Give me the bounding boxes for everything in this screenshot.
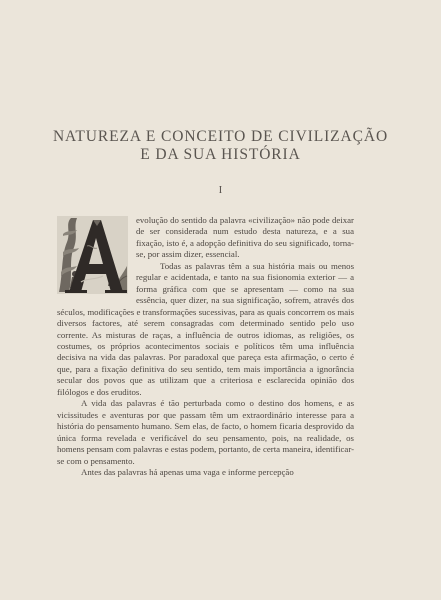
paragraph-2: Todas as palavras têm a sua história mais ou menos regular e acidentada, e tanto na sua fisionomia exterior — a forma gráfica com que se apresentam — como na sua essência, quer dizer, na sua significação, sofrem, através dos séculos, modificações e transformações sucessivas, para as quais concorrem os mais diversos factores, até serem consagradas com determinado sentido pelo uso corrente. As misturas de raças, a influência de outros idiomas, as religiões, os costumes, os próprios acontecimentos sociais e políticos têm uma influência decisiva na vida das palavras. Por paradoxal que pareça esta afirmação, o certo é que, para a fixação definitiva do seu sentido, tem mais importância a ignorância secular dos povos que as utilizam que a criteriosa e esclarecida opinião dos filólogos e dos eruditos. (57, 260, 354, 397)
chapter-title-line-2: E DA SUA HISTÓRIA (140, 146, 301, 163)
paragraph-4: Antes das palavras há apenas uma vaga e informe percepção (81, 466, 294, 477)
section-number: I (218, 184, 223, 196)
drop-cap-illustration (57, 216, 128, 294)
chapter-title-line-1: NATUREZA E CONCEITO DE CIVILIZAÇÃO (52, 128, 389, 145)
chapter-body (57, 215, 354, 478)
paragraph-3: A vida das palavras é tão perturbada como o destino dos homens, e as vicissitudes e aventuras por que passam têm um extraordinário interesse para a história do pensamento humano. Sem elas, de facto, o homem ficaria desprovido da única forma revelada e verificável do seu pensamento, pois, na realidade, os homens pensam com palavras e estas podem, portanto, de certa maneira, identificar-se com o pensamento. (57, 398, 354, 466)
paragraph-1: evolução do sentido da palavra «civilização» não pode deixar de ser considerada num estudo desta natureza, e a sua fixação, isto é, a adopção definitiva do seu significado, torna-se, por assim dizer, essencial. (136, 215, 354, 260)
